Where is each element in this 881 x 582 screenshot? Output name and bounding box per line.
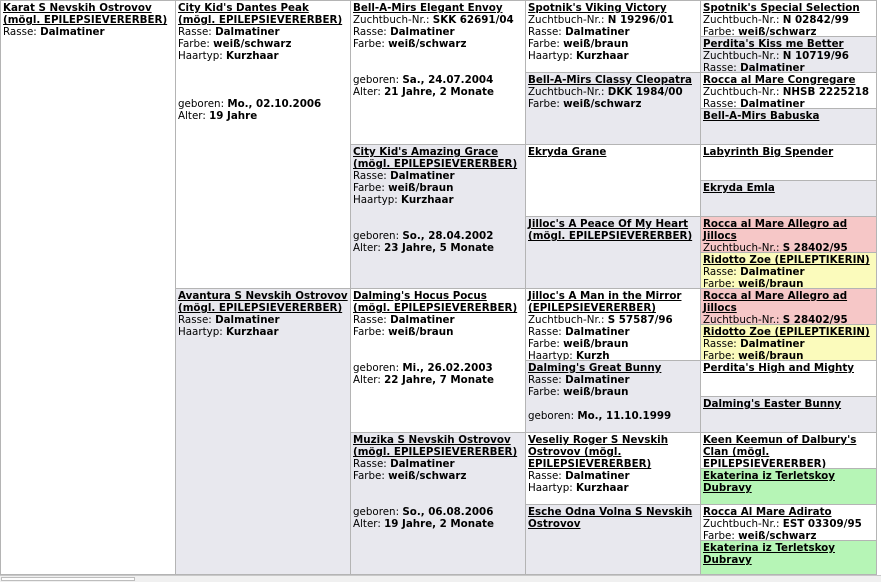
g4-14-name-link[interactable]: Rocca Al Mare Adirato xyxy=(703,506,832,518)
g4-5-name-link[interactable]: Ekryda Emla xyxy=(703,182,775,194)
g4-8-cell: Rocca al Mare Allegro ad Jillocs Zuchtbuch-Nr.: S 28402/95 xyxy=(700,288,877,325)
dam-sire-age: Alter: 22 Jahre, 7 Monate xyxy=(353,374,494,386)
sire-coat: Haartyp: Kurzhaar xyxy=(178,50,279,62)
g3-7-name-link[interactable]: Esche Odna Volna S Nevskih Ostrovov xyxy=(528,506,693,530)
sire-sire-cell xyxy=(350,0,526,145)
dog-name-link[interactable]: Karat S Nevskih Ostrovov (mögl. EPILEPSIEVERERBER) xyxy=(3,2,168,26)
sire-cell xyxy=(175,0,351,289)
dog-cell xyxy=(0,0,176,575)
sire-dam-breed: Rasse: Dalmatiner xyxy=(353,170,455,182)
g4-13-cell xyxy=(700,468,877,505)
sire-sire-color: Farbe: weiß/schwarz xyxy=(353,38,467,50)
g4-9-name-link[interactable]: Ridotto Zoe (EPILEPTIKERIN) xyxy=(703,326,870,338)
dam-dam-name-link[interactable]: Muzika S Nevskih Ostrovov (mögl. EPILEPSIEVERERBER) xyxy=(353,434,518,458)
g3-3-cell xyxy=(525,216,701,289)
sire-name-link[interactable]: City Kid's Dantes Peak (mögl. EPILEPSIEVERERBER) xyxy=(178,2,343,26)
sire-breed: Rasse: Dalmatiner xyxy=(178,26,280,38)
g4-4-cell xyxy=(700,144,877,181)
g4-3-cell xyxy=(700,108,877,145)
g4-7-cell: Ridotto Zoe (EPILEPTIKERIN) Rasse: Dalmatiner Farbe: weiß/braun xyxy=(700,252,877,289)
g4-11-cell xyxy=(700,396,877,433)
g3-2-cell xyxy=(525,144,701,217)
g4-12-name-link[interactable]: Keen Keemun of Dalbury's Clan (mögl. EPILEPSIEVERERBER) xyxy=(703,434,857,469)
dam-dam-birthdate: geboren: So., 06.08.2006 xyxy=(353,506,494,518)
sire-dam-name-link[interactable]: City Kid's Amazing Grace (mögl. EPILEPSIEVERERBER) xyxy=(353,146,518,170)
dam-dam-age: Alter: 19 Jahre, 2 Monate xyxy=(353,518,494,530)
dam-dam-breed: Rasse: Dalmatiner xyxy=(353,458,455,470)
g4-1-cell: Perdita's Kiss me Better Zuchtbuch-Nr.: N 10719/96 Rasse: Dalmatiner xyxy=(700,36,877,73)
g3-4-cell: Jilloc's A Man in the Mirror (EPILEPSIEVERERBER) Zuchtbuch-Nr.: S 57587/96 Rasse: Dalmatiner Farbe: weiß/braun Haartyp: Kurzh xyxy=(525,288,701,361)
g3-2-name-link[interactable]: Ekryda Grane xyxy=(528,146,607,158)
breed-value: Dalmatiner xyxy=(40,26,105,38)
g4-9-cell: Ridotto Zoe (EPILEPTIKERIN) Rasse: Dalmatiner Farbe: weiß/braun xyxy=(700,324,877,361)
sire-dam-color: Farbe: weiß/braun xyxy=(353,182,454,194)
g4-3-name-link[interactable]: Bell-A-Mirs Babuska xyxy=(703,110,820,122)
scrollbar-thumb[interactable] xyxy=(1,577,135,581)
g4-6-name-link[interactable]: Rocca al Mare Allegro ad Jillocs xyxy=(703,218,848,242)
dam-cell xyxy=(175,288,351,575)
sire-sire-age: Alter: 21 Jahre, 2 Monate xyxy=(353,86,494,98)
g3-5-name-link[interactable]: Dalming's Great Bunny xyxy=(528,362,662,374)
sire-sire-name-link[interactable]: Bell-A-Mirs Elegant Envoy xyxy=(353,2,503,14)
dam-name-link[interactable]: Avantura S Nevskih Ostrovov (mögl. EPILEPSIEVERERBER) xyxy=(178,290,348,314)
g4-5-cell xyxy=(700,180,877,217)
dam-sire-color: Farbe: weiß/braun xyxy=(353,326,454,338)
g3-1-name-link[interactable]: Bell-A-Mirs Classy Cleopatra xyxy=(528,74,692,86)
g4-15-cell xyxy=(700,540,877,575)
g4-15-name-link[interactable]: Ekaterina iz Terletskoy Dubravy xyxy=(703,542,835,566)
sire-age: Alter: 19 Jahre xyxy=(178,110,258,122)
g4-10-cell xyxy=(700,360,877,397)
g4-1-name-link[interactable]: Perdita's Kiss me Better xyxy=(703,38,844,50)
g3-5-cell: Dalming's Great Bunny Rasse: Dalmatiner Farbe: weiß/braun geboren: Mo., 11.10.1999 xyxy=(525,360,701,433)
dam-sire-name-link[interactable]: Dalming's Hocus Pocus (mögl. EPILEPSIEVERERBER) xyxy=(353,290,518,314)
breed-label: Rasse: xyxy=(3,26,37,38)
dam-dam-color: Farbe: weiß/schwarz xyxy=(353,470,467,482)
g3-3-name-link[interactable]: Jilloc's A Peace Of My Heart (mögl. EPILEPSIEVERERBER) xyxy=(528,218,693,242)
g4-4-name-link[interactable]: Labyrinth Big Spender xyxy=(703,146,834,158)
sire-dam-age: Alter: 23 Jahre, 5 Monate xyxy=(353,242,494,254)
dam-coat: Haartyp: Kurzhaar xyxy=(178,326,279,338)
dam-sire-breed: Rasse: Dalmatiner xyxy=(353,314,455,326)
g3-0-name-link[interactable]: Spotnik's Viking Victory xyxy=(528,2,667,14)
dam-sire-cell xyxy=(350,288,526,433)
g4-10-name-link[interactable]: Perdita's High and Mighty xyxy=(703,362,855,374)
sire-sire-breed: Rasse: Dalmatiner xyxy=(353,26,455,38)
g3-6-cell: Veseliy Roger S Nevskih Ostrovov (mögl. EPILEPSIEVERERBER) Rasse: Dalmatiner Haartyp: Kurzhaar xyxy=(525,432,701,505)
g4-12-cell xyxy=(700,432,877,469)
g4-8-name-link[interactable]: Rocca al Mare Allegro ad Jillocs xyxy=(703,290,848,314)
g4-7-name-link[interactable]: Ridotto Zoe (EPILEPTIKERIN) xyxy=(703,254,870,266)
dog-breed xyxy=(3,26,173,38)
sire-sire-studbook: Zuchtbuch-Nr.: SKK 62691/04 xyxy=(353,14,514,26)
g4-2-name-link[interactable]: Rocca al Mare Congregare xyxy=(703,74,856,86)
g4-0-cell: Spotnik's Special Selection Zuchtbuch-Nr.: N 02842/99 Farbe: weiß/schwarz xyxy=(700,0,877,37)
sire-sire-birthdate: geboren: Sa., 24.07.2004 xyxy=(353,74,494,86)
dam-breed: Rasse: Dalmatiner xyxy=(178,314,280,326)
g4-14-cell: Rocca Al Mare Adirato Zuchtbuch-Nr.: EST 03309/95 Farbe: weiß/schwarz xyxy=(700,504,877,541)
g4-13-name-link[interactable]: Ekaterina iz Terletskoy Dubravy xyxy=(703,470,835,494)
sire-dam-coat: Haartyp: Kurzhaar xyxy=(353,194,454,206)
sire-dam-cell xyxy=(350,144,526,289)
dam-sire-birthdate: geboren: Mi., 26.02.2003 xyxy=(353,362,493,374)
sire-birthdate: geboren: Mo., 02.10.2006 xyxy=(178,98,322,110)
g3-1-cell: Bell-A-Mirs Classy Cleopatra Zuchtbuch-Nr.: DKK 1984/00 Farbe: weiß/schwarz xyxy=(525,72,701,145)
g4-6-cell: Rocca al Mare Allegro ad Jillocs Zuchtbuch-Nr.: S 28402/95 xyxy=(700,216,877,253)
g4-11-name-link[interactable]: Dalming's Easter Bunny xyxy=(703,398,842,410)
g3-0-cell: Spotnik's Viking Victory Zuchtbuch-Nr.: N 19296/01 Rasse: Dalmatiner Farbe: weiß/braun Haartyp: Kurzhaar xyxy=(525,0,701,73)
g4-0-name-link[interactable]: Spotnik's Special Selection xyxy=(703,2,860,14)
g4-2-cell: Rocca al Mare Congregare Zuchtbuch-Nr.: NHSB 2225218 Rasse: Dalmatiner xyxy=(700,72,877,109)
g3-4-name-link[interactable]: Jilloc's A Man in the Mirror (EPILEPSIEVERERBER) xyxy=(528,290,682,314)
sire-dam-birthdate: geboren: So., 28.04.2002 xyxy=(353,230,494,242)
horizontal-scrollbar[interactable] xyxy=(0,575,881,582)
sire-color: Farbe: weiß/schwarz xyxy=(178,38,292,50)
dam-dam-cell xyxy=(350,432,526,575)
g3-6-name-link[interactable]: Veseliy Roger S Nevskih Ostrovov (mögl. EPILEPSIEVERERBER) xyxy=(528,434,669,470)
g3-7-cell xyxy=(525,504,701,575)
